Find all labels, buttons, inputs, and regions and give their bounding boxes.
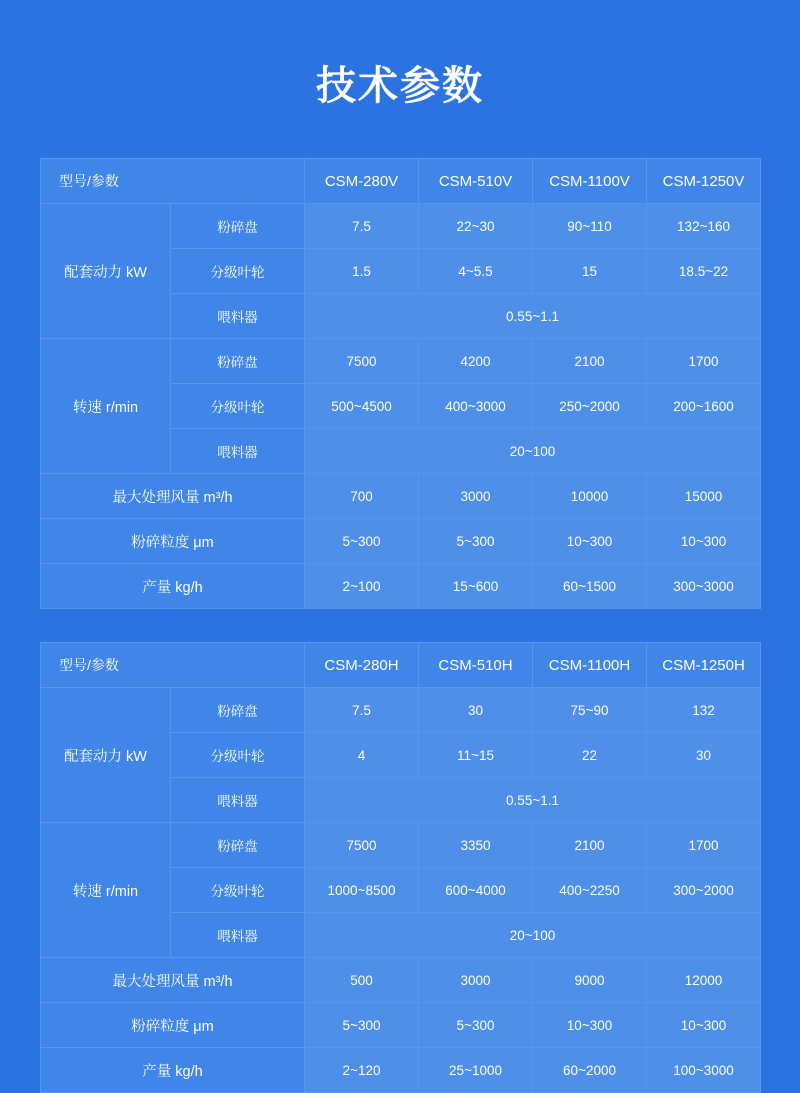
cell-value: 10~300 — [647, 1003, 761, 1048]
cell-value: 75~90 — [533, 688, 647, 733]
cell-value: 5~300 — [419, 519, 533, 564]
table-row — [41, 688, 761, 733]
header-label: 型号/参数 — [41, 643, 305, 688]
cell-value: 10~300 — [533, 1003, 647, 1048]
row-label-airflow: 最大处理风量 m³/h — [41, 958, 305, 1003]
cell-value: 12000 — [647, 958, 761, 1003]
table-row — [41, 204, 761, 249]
sub-label: 粉碎盘 — [171, 823, 305, 868]
cell-value: 25~1000 — [419, 1048, 533, 1093]
table-row — [41, 474, 761, 519]
row-label-airflow: 最大处理风量 m³/h — [41, 474, 305, 519]
cell-value: 300~3000 — [647, 564, 761, 609]
sub-label: 分级叶轮 — [171, 384, 305, 429]
cell-value: 5~300 — [305, 519, 419, 564]
header-model-2: CSM-510V — [419, 159, 533, 204]
cell-value: 2~100 — [305, 564, 419, 609]
sub-label: 分级叶轮 — [171, 868, 305, 913]
table-row — [41, 823, 761, 868]
cell-value: 4~5.5 — [419, 249, 533, 294]
spec-table-vertical — [40, 158, 761, 609]
cell-value: 10~300 — [533, 519, 647, 564]
sub-label: 分级叶轮 — [171, 249, 305, 294]
group-label-speed: 转速 r/min — [41, 823, 171, 958]
cell-value: 15~600 — [419, 564, 533, 609]
cell-value: 7500 — [305, 339, 419, 384]
table-row — [41, 339, 761, 384]
cell-value-merged: 0.55~1.1 — [305, 294, 761, 339]
cell-value-merged: 20~100 — [305, 429, 761, 474]
sub-label: 喂料器 — [171, 778, 305, 823]
cell-value: 132 — [647, 688, 761, 733]
cell-value: 22~30 — [419, 204, 533, 249]
cell-value: 60~2000 — [533, 1048, 647, 1093]
cell-value-merged: 20~100 — [305, 913, 761, 958]
group-label-power: 配套动力 kW — [41, 688, 171, 823]
group-label-speed: 转速 r/min — [41, 339, 171, 474]
cell-value: 22 — [533, 733, 647, 778]
header-label: 型号/参数 — [41, 159, 305, 204]
table-header-row — [41, 643, 761, 688]
header-model-1: CSM-280H — [305, 643, 419, 688]
row-label-particle-size: 粉碎粒度 μm — [41, 519, 305, 564]
sub-label: 喂料器 — [171, 913, 305, 958]
cell-value: 400~3000 — [419, 384, 533, 429]
sub-label: 粉碎盘 — [171, 339, 305, 384]
table-header-row — [41, 159, 761, 204]
header-model-1: CSM-280V — [305, 159, 419, 204]
cell-value: 2100 — [533, 823, 647, 868]
header-model-2: CSM-510H — [419, 643, 533, 688]
cell-value: 18.5~22 — [647, 249, 761, 294]
cell-value: 4 — [305, 733, 419, 778]
sub-label: 分级叶轮 — [171, 733, 305, 778]
header-model-4: CSM-1250V — [647, 159, 761, 204]
table-row — [41, 958, 761, 1003]
cell-value: 1700 — [647, 339, 761, 384]
header-model-3: CSM-1100V — [533, 159, 647, 204]
header-model-4: CSM-1250H — [647, 643, 761, 688]
cell-value: 600~4000 — [419, 868, 533, 913]
spec-table-horizontal — [40, 642, 761, 1093]
cell-value: 700 — [305, 474, 419, 519]
sub-label: 粉碎盘 — [171, 204, 305, 249]
cell-value: 10~300 — [647, 519, 761, 564]
page-title: 技术参数 — [316, 64, 484, 108]
sub-label: 喂料器 — [171, 429, 305, 474]
cell-value: 60~1500 — [533, 564, 647, 609]
group-label-power: 配套动力 kW — [41, 204, 171, 339]
cell-value: 1.5 — [305, 249, 419, 294]
cell-value: 15000 — [647, 474, 761, 519]
sub-label: 喂料器 — [171, 294, 305, 339]
cell-value: 7500 — [305, 823, 419, 868]
sub-label: 粉碎盘 — [171, 688, 305, 733]
cell-value: 250~2000 — [533, 384, 647, 429]
cell-value: 3350 — [419, 823, 533, 868]
cell-value: 3000 — [419, 474, 533, 519]
cell-value: 7.5 — [305, 688, 419, 733]
header-model-3: CSM-1100H — [533, 643, 647, 688]
cell-value: 200~1600 — [647, 384, 761, 429]
cell-value: 1000~8500 — [305, 868, 419, 913]
cell-value: 30 — [647, 733, 761, 778]
cell-value: 500 — [305, 958, 419, 1003]
cell-value: 100~3000 — [647, 1048, 761, 1093]
cell-value: 7.5 — [305, 204, 419, 249]
cell-value: 132~160 — [647, 204, 761, 249]
cell-value-merged: 0.55~1.1 — [305, 778, 761, 823]
cell-value: 400~2250 — [533, 868, 647, 913]
row-label-particle-size: 粉碎粒度 μm — [41, 1003, 305, 1048]
row-label-output: 产量 kg/h — [41, 564, 305, 609]
cell-value: 15 — [533, 249, 647, 294]
row-label-output: 产量 kg/h — [41, 1048, 305, 1093]
table-row — [41, 1048, 761, 1093]
cell-value: 90~110 — [533, 204, 647, 249]
cell-value: 5~300 — [419, 1003, 533, 1048]
cell-value: 2100 — [533, 339, 647, 384]
table-row — [41, 519, 761, 564]
table-row — [41, 564, 761, 609]
cell-value: 11~15 — [419, 733, 533, 778]
cell-value: 5~300 — [305, 1003, 419, 1048]
cell-value: 3000 — [419, 958, 533, 1003]
cell-value: 1700 — [647, 823, 761, 868]
cell-value: 2~120 — [305, 1048, 419, 1093]
cell-value: 30 — [419, 688, 533, 733]
cell-value: 300~2000 — [647, 868, 761, 913]
table-row — [41, 1003, 761, 1048]
cell-value: 10000 — [533, 474, 647, 519]
cell-value: 9000 — [533, 958, 647, 1003]
cell-value: 4200 — [419, 339, 533, 384]
cell-value: 500~4500 — [305, 384, 419, 429]
